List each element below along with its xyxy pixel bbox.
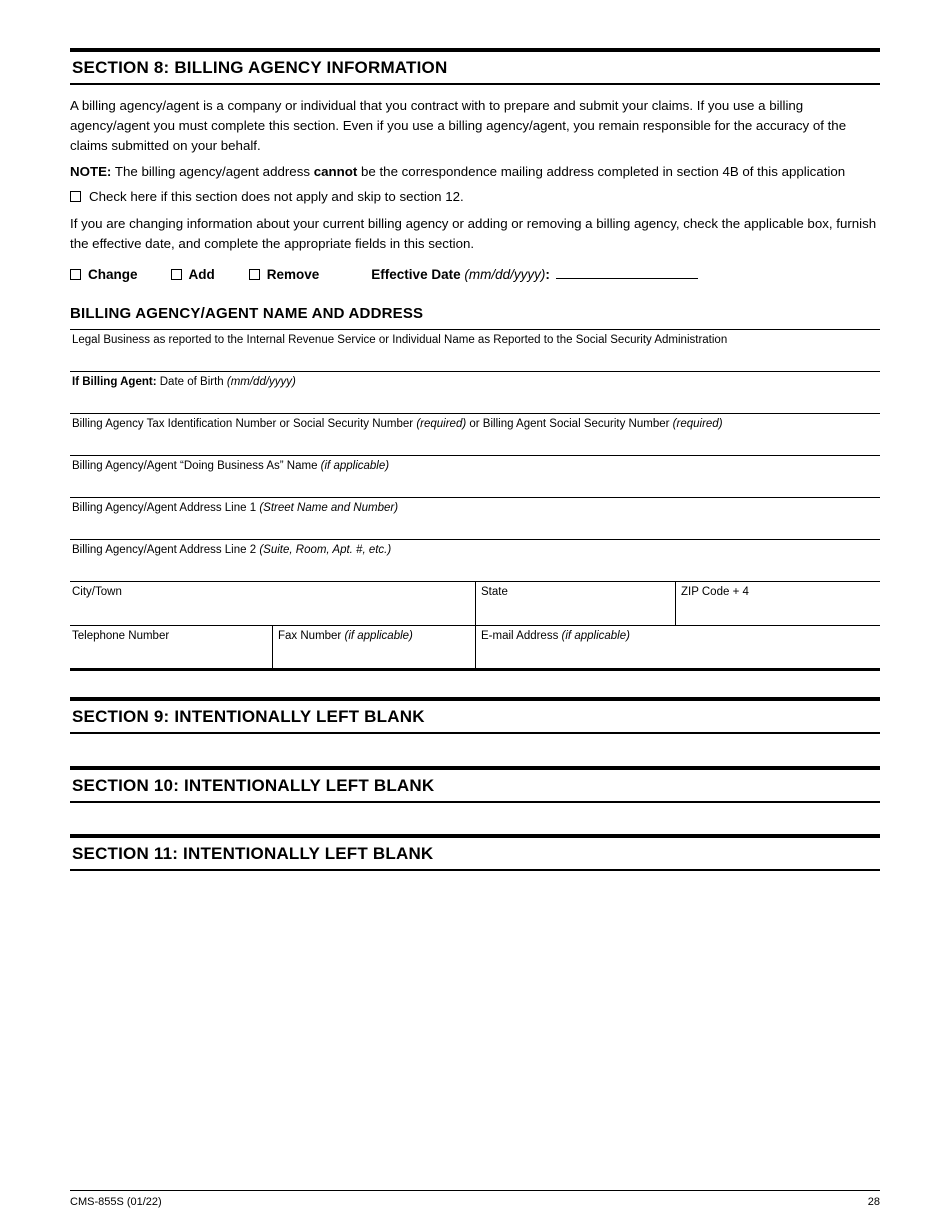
city-cell[interactable] (70, 582, 475, 625)
table-row-phone-fax-email (70, 625, 880, 668)
skip-section-checkbox[interactable] (70, 191, 81, 202)
field-tin-required-1: (required) (416, 418, 467, 430)
add-checkbox[interactable] (171, 269, 182, 280)
field-address-line-1[interactable] (70, 497, 880, 539)
remove-option (249, 266, 320, 283)
field-addr2-text: Billing Agency/Agent Address Line 2 (72, 544, 257, 556)
form-id: CMS-855S (01/22) (70, 1196, 162, 1208)
add-option (171, 266, 215, 283)
add-label: Add (188, 267, 215, 282)
section-10-header (70, 766, 880, 803)
divider-thin (70, 732, 880, 734)
zip-cell[interactable] (675, 582, 880, 625)
phone-cell[interactable] (70, 626, 272, 668)
divider-thin (70, 801, 880, 803)
remove-checkbox[interactable] (249, 269, 260, 280)
action-options-row (70, 266, 880, 283)
note-text-1: The billing agency/agent address (114, 164, 310, 179)
note-bold-word: cannot (313, 164, 358, 179)
fax-label: Fax Number (278, 630, 342, 642)
section-11-header (70, 834, 880, 871)
email-cell[interactable] (475, 626, 880, 668)
city-label: City/Town (72, 586, 122, 598)
skip-section-row (70, 188, 880, 205)
fax-cell[interactable] (272, 626, 475, 668)
section-9-title: SECTION 9: INTENTIONALLY LEFT BLANK (72, 707, 425, 726)
email-qualifier: (if applicable) (561, 630, 630, 642)
section-8-header (70, 48, 880, 85)
state-label: State (481, 586, 508, 598)
field-dob-format: (mm/dd/yyyy) (226, 376, 296, 388)
effective-date-input[interactable] (556, 266, 698, 279)
page-footer (70, 1190, 880, 1209)
change-label: Change (88, 267, 138, 282)
form-page (70, 48, 880, 871)
remove-label: Remove (266, 267, 320, 282)
email-label: E-mail Address (481, 630, 559, 642)
note-label: NOTE: (70, 164, 112, 179)
field-billing-agent-dob[interactable] (70, 371, 880, 413)
divider-thin (70, 83, 880, 85)
note-text-2: be the correspondence mailing address completed in section 4B of this application (361, 164, 846, 179)
address-table (70, 581, 880, 671)
change-checkbox[interactable] (70, 269, 81, 280)
field-addr1-qualifier: (Street Name and Number) (259, 502, 399, 514)
field-addr2-qualifier: (Suite, Room, Apt. #, etc.) (259, 544, 392, 556)
skip-section-label: Check here if this section does not apply and skip to section 12. (89, 189, 464, 204)
field-dob-bold: If Billing Agent: (72, 376, 157, 388)
field-dba-qualifier: (if applicable) (320, 460, 390, 472)
page-number: 28 (867, 1196, 880, 1208)
field-tin-required-2: (required) (672, 418, 723, 430)
field-dba-text: Billing Agency/Agent “Doing Business As” Name (72, 460, 318, 472)
name-address-fields (70, 329, 880, 671)
effective-date-colon: : (545, 267, 550, 282)
field-dob-plain: Date of Birth (159, 376, 224, 388)
section-8-note (70, 162, 880, 182)
zip-label: ZIP Code + 4 (681, 586, 749, 598)
phone-label: Telephone Number (72, 630, 170, 642)
effective-date-label: Effective Date (371, 267, 461, 282)
section-8-title: SECTION 8: BILLING AGENCY INFORMATION (72, 58, 448, 77)
field-tin-text-2: or Billing Agent Social Security Number (469, 418, 670, 430)
section-11-title: SECTION 11: INTENTIONALLY LEFT BLANK (72, 844, 434, 863)
table-row-city-state-zip (70, 582, 880, 625)
field-address-line-2[interactable] (70, 539, 880, 581)
field-tin-text-1: Billing Agency Tax Identification Number or Social Security Number (72, 418, 414, 430)
effective-date-format: (mm/dd/yyyy) (464, 267, 546, 282)
name-address-heading: BILLING AGENCY/AGENT NAME AND ADDRESS (70, 305, 424, 322)
effective-date-group (371, 266, 698, 283)
field-dba-name[interactable] (70, 455, 880, 497)
section-9-header (70, 697, 880, 734)
divider-thin (70, 869, 880, 871)
section-8-intro: A billing agency/agent is a company or individual that you contract with to prepare and submit your claims. If you use a billing agency/agent you must complete this section. Even if you use a billing agency/agent, you remain responsible for the accuracy of the claims submitted on your behalf. (70, 98, 847, 153)
field-legal-business-name-label: Legal Business as reported to the Internal Revenue Service or Individual Name as Reported to the Social Security Administration (72, 334, 728, 346)
field-tax-id-ssn[interactable] (70, 413, 880, 455)
change-option (70, 266, 138, 283)
state-cell[interactable] (475, 582, 675, 625)
section-10-title: SECTION 10: INTENTIONALLY LEFT BLANK (72, 776, 435, 795)
fax-qualifier: (if applicable) (344, 630, 413, 642)
change-instructions: If you are changing information about your current billing agency or adding or removing a billing agency, check the applicable box, furnish the effective date, and complete the appropriate fields in this section. (70, 216, 877, 251)
field-addr1-text: Billing Agency/Agent Address Line 1 (72, 502, 257, 514)
field-legal-business-name[interactable] (70, 329, 880, 371)
